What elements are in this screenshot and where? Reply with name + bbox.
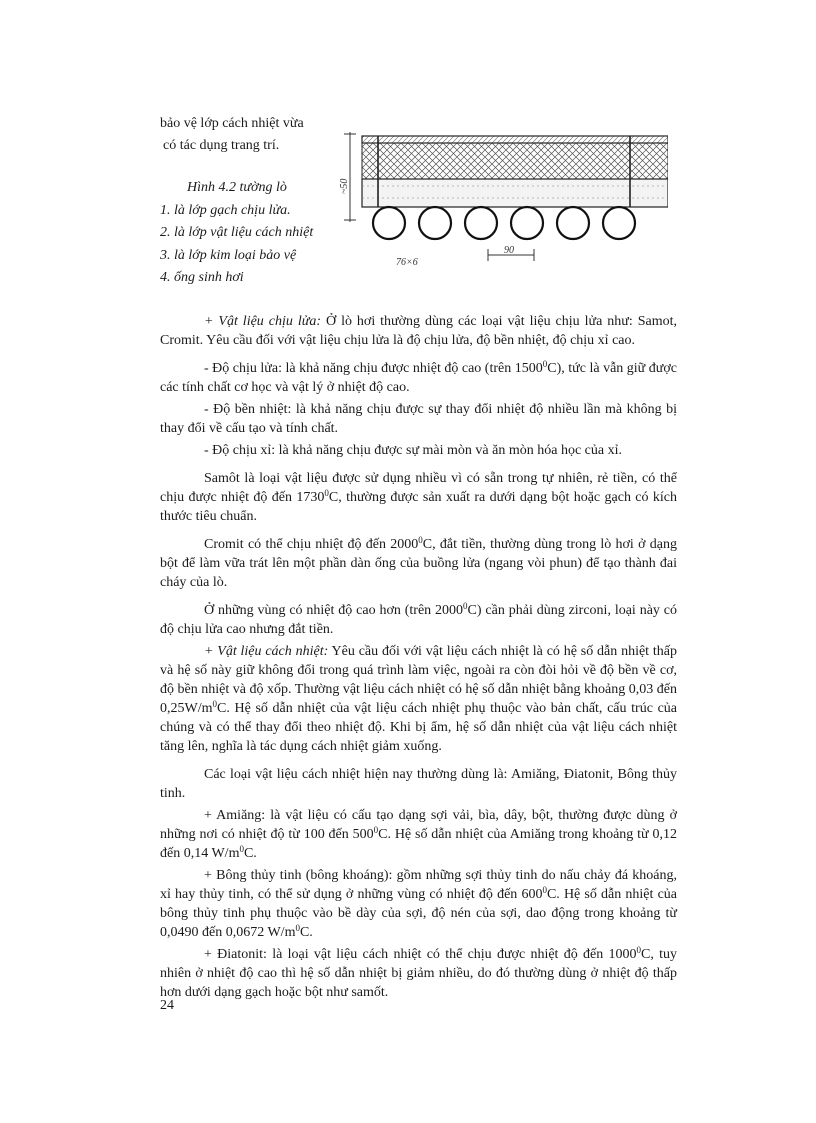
degree-superscript: 0 [418, 535, 423, 545]
intro-text [160, 113, 350, 157]
degree-superscript: 0 [373, 825, 379, 835]
paragraph-text: C, tuy nhiên ở nhiệt độ cao thì hệ số dẫn nhiệt bị giảm nhiều, do đó thường dùng ở nhiệt độ thấp hơn dưới dạng gạch hoặc bột như samốt. [160, 947, 677, 1000]
paragraph-text: C, đắt tiền, thường dùng trong lò hơi ở dạng bột để làm vữa trát lên một phần dàn ống của buồng lửa (ngang vòi phun) để tạo thành đai cháy của lò. [160, 537, 677, 590]
degree-superscript: 0 [212, 699, 217, 709]
paragraph [160, 642, 677, 756]
paragraph [160, 359, 677, 397]
boiler-tube [419, 207, 451, 239]
paragraph-text: Samôt là loại vật liệu được sử dụng nhiều vì có sẵn trong tự nhiên, rẻ tiền, có thể chịu được nhiệt độ đến 1730 [160, 471, 677, 505]
paragraph: - Độ bền nhiệt: là khả năng chịu được sự thay đổi nhiệt độ nhiều lần mà không bị thay đổi về cấu tạo và tính chất. [160, 402, 677, 436]
figure-caption-title: Hình 4.2 tường lò [187, 180, 287, 195]
layer-metal-protection [362, 136, 668, 143]
figure-caption-item: 3. là lớp kim loại bảo vệ [160, 247, 297, 263]
paragraph-text: C, thường được sản xuất ra dưới dạng bột hoặc gạch có kích thước tiêu chuẩn. [160, 490, 677, 524]
page-number: 24 [160, 998, 174, 1013]
intro-line-1: bảo vệ lớp cách nhiệt vừa [160, 116, 304, 131]
boiler-tube [465, 207, 497, 239]
furnace-wall-figure [338, 122, 668, 272]
paragraph-text: + Bông thủy tinh (bông khoáng): gồm những sợi thủy tinh do nấu chảy đá khoáng, xỉ hay thủy tinh, có thể sử dụng ở những vùng có nhiệt độ đến 600 [160, 868, 677, 902]
paragraph [160, 806, 677, 863]
paragraph [160, 945, 677, 1002]
boiler-tube [373, 207, 405, 239]
paragraph [160, 469, 677, 526]
degree-superscript: 0 [542, 885, 547, 895]
paragraph-text: - Độ chịu lửa: là khả năng chịu được nhiệt độ cao (trên 1500 [204, 361, 543, 376]
paragraph-text: Cromit có thể chịu nhiệt độ đến 2000 [204, 537, 419, 552]
section-lead: + Vật liệu chịu lửa: [204, 314, 322, 329]
boiler-tube [511, 207, 543, 239]
degree-superscript: 0 [636, 945, 641, 955]
paragraph: Các loại vật liệu cách nhiệt hiện nay thường dùng là: Amiăng, Điatonit, Bông thủy tinh. [160, 767, 677, 801]
figure-caption-item: 1. là lớp gạch chịu lửa. [160, 202, 291, 218]
layer-insulation [362, 143, 668, 179]
degree-superscript: 0 [239, 844, 244, 854]
section-lead: + Vật liệu cách nhiệt: [204, 644, 329, 659]
paragraph [160, 866, 677, 942]
degree-superscript: 0 [295, 923, 300, 933]
boiler-tube [557, 207, 589, 239]
body-text [160, 312, 677, 1011]
paragraph-text: C. [299, 925, 313, 940]
intro-line-2: có tác dụng trang trí. [163, 138, 280, 153]
degree-superscript: 0 [324, 488, 329, 498]
paragraph [160, 535, 677, 592]
boiler-tubes [373, 207, 635, 239]
paragraph [160, 312, 677, 350]
vertical-dimension-label: ~50 [339, 178, 350, 194]
paragraph-text: C. [243, 846, 257, 861]
paragraph-text: C. Hệ số dẫn nhiệt của vật liệu cách nhiệt phụ thuộc vào bản chất, cấu trúc của chúng và có thể thay đổi theo nhiệt độ. Khi bị ẩm, hệ số dẫn nhiệt của vật liệu cách nhiệt tăng lên, nghĩa là tác dụng cách nhiệt giảm xuống. [160, 701, 677, 754]
paragraph-text: C) cần phải dùng zirconi, loại này có độ chịu lửa cao nhưng đắt tiền. [160, 603, 677, 637]
figure-caption [160, 177, 360, 290]
paragraph-text: C. Hệ số dẫn nhiệt của Amiăng trong khoảng từ 0,12 đến 0,14 W/m [160, 827, 677, 861]
paragraph-text: Yêu cầu đối với vật liệu cách nhiệt là có hệ số dẫn nhiệt thấp và hệ số này giữ không đổi trong quá trình làm việc, ngoài ra còn đòi hỏi về độ bền về cơ, độ bền nhiệt và độ xốp. Thường vật liệu cách nhiệt có hệ số dẫn nhiệt bằng khoảng 0,03 đến 0,25W/m [160, 644, 677, 716]
paragraph: - Độ chịu xỉ: là khả năng chịu được sự mài mòn và ăn mòn hóa học của xỉ. [204, 443, 622, 458]
tube-pitch-label: 90 [504, 245, 514, 256]
paragraph [160, 601, 677, 639]
degree-superscript: 0 [542, 359, 548, 369]
layer-refractory-brick [362, 179, 668, 207]
paragraph-text: C), tức là vẫn giữ được các tính chất cơ học và vật lý ở nhiệt độ cao. [160, 361, 677, 395]
paragraph-text: Ở những vùng có nhiệt độ cao hơn (trên 2000 [204, 603, 464, 618]
paragraph-text: Ở lò hơi thường dùng các loại vật liệu chịu lửa như: Samot, Cromit. Yêu cầu đối với vật liệu chịu lửa là độ chịu lửa, độ bền nhiệt, độ chịu xỉ cao. [160, 314, 677, 348]
figure-caption-item: 4. ống sinh hơi [160, 270, 244, 285]
boiler-tube [603, 207, 635, 239]
paragraph-text: + Điatonit: là loại vật liệu cách nhiệt có thể chịu được nhiệt độ đến 1000 [204, 947, 637, 962]
degree-superscript: 0 [463, 601, 468, 611]
paragraph-text: + Amiăng: là vật liệu có cấu tạo dạng sợi vải, bìa, dây, bột, thường được dùng ở những nơi có nhiệt độ từ 100 đến 500 [160, 808, 677, 842]
figure-caption-item: 2. là lớp vật liệu cách nhiệt [160, 225, 314, 240]
paragraph-text: C. Hệ số dẫn nhiệt của bông thủy tinh phụ thuộc vào bề dày của sợi, độ nén của sợi, dao động trong khoảng từ 0,0490 đến 0,0672 W/m [160, 887, 677, 940]
furnace-wall-diagram [338, 122, 668, 272]
tube-diameter-label: 76×6 [396, 257, 418, 268]
